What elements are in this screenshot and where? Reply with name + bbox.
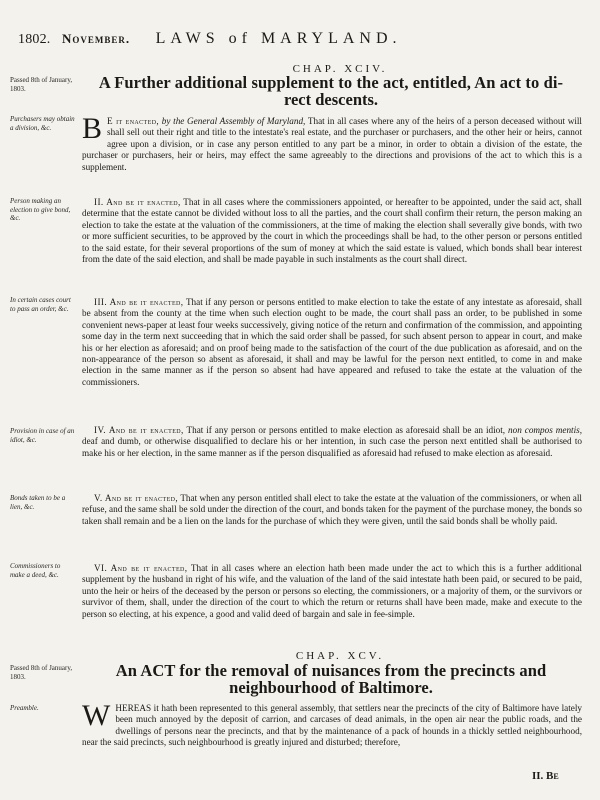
- margin-note: In certain cases court to pass an order, &c.: [10, 296, 71, 313]
- enacting-clause: E it enacted,: [107, 116, 160, 126]
- section-text: That in all cases where an election hath been made under the act to which this is a further additional supplement by the husband in right of his wife, and the valuation of the land of the said intestate hath been paid, or secured to be paid, unto the heir or heirs of the deceased by the person or persons so electing, the commissioners, or a majority of them, or the survivors or survivor of them, shall, under the direction of the court to which the return or returns shall have been made, make and execute to the person so electing, at his expence, a good and valid deed of bargain and sale in fee-simple.: [82, 563, 582, 619]
- section-paragraph: [82, 112, 582, 173]
- header-year: 1802.: [18, 32, 51, 47]
- drop-cap: W: [82, 699, 111, 732]
- header-title: LAWS of MARYLAND.: [155, 30, 402, 47]
- margin-note: Passed 8th of January, 1803.: [10, 664, 73, 681]
- margin-note: Person making an election to give bond, &c.: [10, 197, 71, 222]
- running-header: [18, 30, 488, 48]
- chapter-title-line: An ACT for the removal of nuisances from the precincts and: [115, 661, 547, 680]
- section-text: That if any person or persons entitled to make election to take the estate of any intestate as aforesaid, shall be absent from the county at the time when such election ought to be made, the court shall pass an order, to be published in some convenient news-paper at least four weeks successively, giving notice of the return and confirmation of the commission, and appointing some day in the term next succeeding that in which the said order shall be passed, for such absent person to appear in court, and make his or her election as aforesaid; and on proof being made to the satisfaction of the court of the due publication as aforesaid, and on the non-appearance of the person so absent as aforesaid, it shall and may be lawful for the person next entitled, to come in and make election in the same manner as if the person so absent had have appeared and refused to take the estate at the valuation of the commissioners.: [82, 297, 582, 387]
- chapter-title: [76, 74, 586, 108]
- enacting-clause: VI. And be it enacted,: [94, 563, 188, 573]
- enacting-clause: IV. And be it enacted,: [94, 425, 184, 435]
- section-paragraph: [82, 493, 582, 527]
- drop-cap: B: [82, 112, 103, 145]
- margin-note: Provision in case of an idiot, &c.: [10, 427, 75, 444]
- catchword: II. Be: [532, 770, 559, 782]
- section-text: That in all cases where any of the heirs of a person deceased without will shall sell out their right and title to the intestate's real estate, and the purchaser or purchasers, and the other heir or heirs, cannot agree upon a division, or in case any person entitled to any part be a minor, in order to obtain a division of the estate, the purchaser or purchasers, heir or heirs, may effect the same agreeably to the directions and provisions of the act to which this is a supplement.: [82, 116, 582, 172]
- chapter-title-line: rect descents.: [283, 90, 379, 109]
- chapter-title: [76, 662, 586, 696]
- enacting-clause: V. And be it enacted,: [94, 493, 179, 503]
- chapter-title-line: neighbourhood of Baltimore.: [229, 678, 433, 697]
- enacting-clause: II. And be it enacted,: [94, 197, 181, 207]
- chapter-title-line: A Further additional supplement to the act, entitled, An act to di-: [98, 73, 564, 92]
- section-text: HEREAS it hath been represented to this general assembly, that settlers near the precincts of the city of Baltimore have lately been much annoyed by the deposit of carrion, and carcases of dead animals, in the open air near the public roads, and the dwellings of persons near the precincts, and that by the maintenance of a pack of hounds in a thickly settled neighbourhood, near the said precincts, such neighbourhood is greatly injured and disturbed; therefore,: [82, 703, 582, 748]
- enacting-clause: III. And be it enacted,: [94, 297, 184, 307]
- section-text: That if any person or persons entitled to make election as aforesaid shall be an idiot,: [186, 425, 506, 435]
- section-text: That when any person entitled shall elect to take the estate at the valuation of the commissioners, or when all refuse, and the same shall be sold under the direction of the court, and bonds taken for the payment of the purchase money, the bonds so taken shall remain and be a lien on the lands for the purchase of which they were given, until the said bonds shall be wholly paid.: [82, 493, 582, 526]
- section-text: deaf and dumb, or otherwise disqualified to declare his or her intention, in such case the person next entitled shall be authorised to make his or her election, in the same manner as if the person disqualified as aforesaid had refused to make election as aforesaid.: [82, 436, 582, 458]
- section-paragraph: [82, 563, 582, 620]
- section-paragraph: [82, 197, 582, 265]
- section-paragraph: [82, 297, 582, 388]
- margin-note: Bonds taken to be a lien, &c.: [10, 494, 66, 511]
- chapter-number: CHAP. XCV.: [295, 650, 385, 662]
- margin-note: Purchasers may obtain a division, &c.: [10, 115, 75, 132]
- chapter-number: CHAP. XCIV.: [292, 63, 388, 75]
- section-paragraph: [82, 699, 582, 749]
- margin-note: Preamble.: [10, 704, 39, 712]
- margin-note: Commissioners to make a deed, &c.: [10, 562, 61, 579]
- italic-phrase: non compos mentis,: [508, 425, 583, 435]
- section-text: That in all cases where the commissioners appointed, or hereafter to be appointed, under the said act, shall determine that the estate cannot be divided without loss to all the parties, and the court shall confirm their return, the person making an election to take the estate at the valuation of the commissioners, at the time of making the election shall severally give bonds, with two or more sufficient securities, to be approved by the court in which the proceedings shall be had, to the other person or persons entitled to the said estate, for their several proportions of the sum of money at which the said estate is valued, which bonds shall bear interest from the date of the said election, and shall be made payable in such instalments as the court shall direct.: [82, 197, 582, 265]
- section-paragraph: [82, 425, 582, 459]
- header-month: November.: [61, 31, 131, 46]
- italic-phrase: by the General Assembly of Maryland,: [161, 116, 306, 126]
- margin-note: Passed 8th of January, 1803.: [10, 76, 73, 93]
